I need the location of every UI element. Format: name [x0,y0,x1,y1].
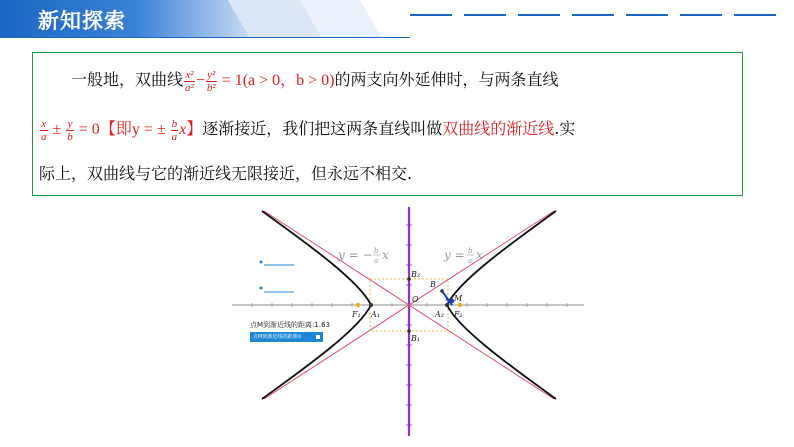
svg-text:b: b [374,247,379,255]
point-F1[interactable] [356,303,360,307]
svg-text:b: b [468,247,473,255]
point-B1 [407,329,411,333]
svg-text:a: a [374,257,379,265]
hyperbola-equation: $\frac{\text{x²}}{\text{a²}}$ − $\frac{\text{y²}}{\text{b²}}$ = 1(a > 0，b > 0) [185,68,335,94]
definition-line-2 [39,116,575,143]
label-A2: A₂ [435,310,444,319]
asymptote-label-left: y = − [338,248,373,262]
definition-line-3: 际上，双曲线与它的渐近线无限接近，但永远不相交. [39,164,413,183]
label-A1: A₁ [371,310,380,319]
slider-widgets[interactable] [260,261,295,293]
label-M: M [454,294,463,303]
asymptote-label-right: y = [444,248,465,262]
label-F1: F₁ [352,310,361,319]
definition-line-1 [71,67,559,94]
page-title: 新知探索 [38,9,126,33]
point-F2[interactable] [458,303,462,307]
definition-box [32,52,743,196]
label-F2: F₂ [454,310,463,319]
svg-text:a: a [468,257,473,265]
asymptote-equation: $\frac{x}{a}$ ± $\frac{y}{b}$ = 0【即y = ± $\frac{b}{a}$ x】 [41,117,203,143]
label-O: O [412,295,419,304]
asymptote-term: 双曲线的渐近线 [442,121,555,138]
svg-text:x: x [382,248,389,262]
checkbox-icon [316,335,320,339]
svg-text:x: x [476,248,483,262]
distance-readout: 点M到渐近线的距离:1.63 [250,321,330,329]
point-B [440,289,444,293]
definition-text: .实 [554,119,576,138]
section-header [0,0,794,38]
definition-text: 一般地，双曲线 [71,70,184,89]
point-A1 [369,303,373,307]
definition-text: 逐渐接近，我们把这两条直线叫做 [202,119,443,138]
distance-toggle-button[interactable]: 点M到渐近线的距离⊙ [250,332,323,342]
label-B2: B₂ [411,270,421,279]
label-B: B [430,280,436,289]
definition-text: 的两支向外延伸时，与两条直线 [334,70,559,89]
point-A2 [445,303,449,307]
label-B1: B₁ [411,334,421,343]
header-decorative-lines [410,14,794,18]
